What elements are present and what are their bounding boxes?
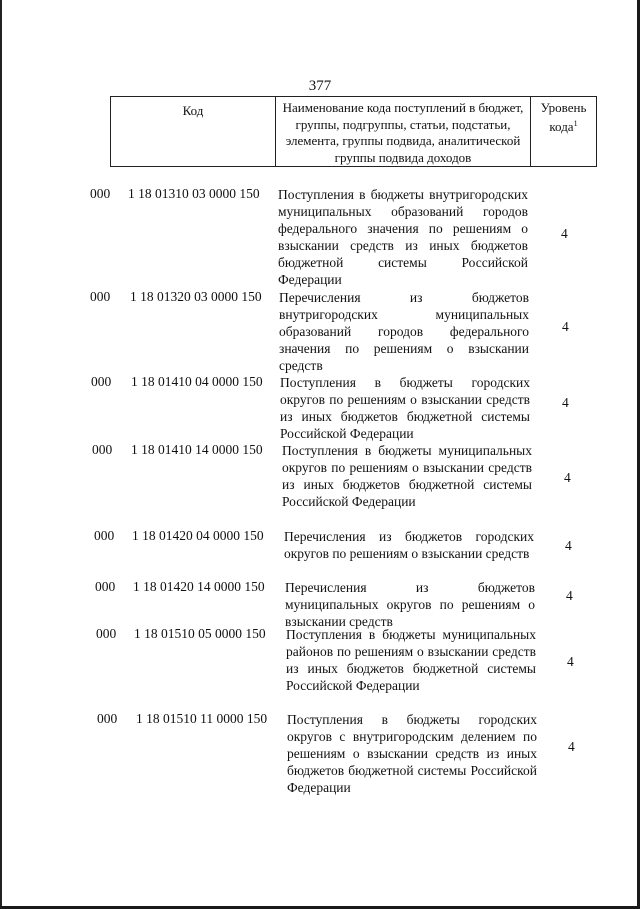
row-description: Поступления в бюджеты муниципальных районов по решениям о взыскании средств из иных бюджетов бюджетной системы Российской Федерации [286, 627, 536, 693]
row-prefix: 000 [90, 186, 111, 201]
row-description: Поступления в бюджеты внутригородских муниципальных образований городов федерального значения по решениям о взыскании средств из иных бюджетов бюджетной системы Российской Федерации [278, 187, 528, 287]
row-description: Поступления в бюджеты муниципальных округов по решениям о взыскании средств из иных бюджетов бюджетной системы Российской Федерации [282, 443, 532, 509]
row-prefix: 000 [97, 711, 118, 726]
row-code: 1 18 01420 14 0000 150 [133, 579, 265, 594]
header-level-cell [531, 97, 597, 167]
row-level: 4 [566, 588, 573, 603]
row-level: 4 [562, 395, 569, 410]
row-prefix: 000 [91, 374, 112, 389]
row-prefix: 000 [95, 579, 116, 594]
row-level: 4 [561, 226, 568, 241]
row-description: Перечисления из бюджетов муниципальных округов по решениям о взыскании средств [285, 580, 535, 629]
header-level-footnote: 1 [573, 119, 578, 128]
row-code: 1 18 01510 05 0000 150 [134, 626, 266, 641]
page-number: 377 [308, 78, 332, 94]
row-prefix: 000 [90, 289, 111, 304]
row-code: 1 18 01410 04 0000 150 [131, 374, 263, 389]
header-code-label: Код [182, 103, 204, 118]
row-description: Перечисления из бюджетов городских округов по решениям о взыскании средств [284, 529, 534, 561]
row-prefix: 000 [96, 626, 117, 641]
row-code: 1 18 01310 03 0000 150 [128, 186, 260, 201]
row-description: Поступления в бюджеты городских округов по решениям о взыскании средств из иных бюджетов бюджетной системы Российской Федерации [280, 375, 530, 441]
table-header [110, 96, 597, 167]
row-code: 1 18 01410 14 0000 150 [131, 442, 263, 457]
row-level: 4 [564, 470, 571, 485]
row-code: 1 18 01420 04 0000 150 [132, 528, 264, 543]
row-description: Поступления в бюджеты городских округов с внутригородским делением по решениям о взыскании средств из иных бюджетов бюджетной системы Российской Федерации [287, 712, 537, 795]
header-level-label: Уровень кода [540, 100, 587, 134]
row-code: 1 18 01320 03 0000 150 [130, 289, 262, 304]
row-level: 4 [567, 654, 574, 669]
row-description: Перечисления из бюджетов внутригородских муниципальных образований городов федерального значения по решениям о взыскании средств [279, 290, 529, 373]
row-code: 1 18 01510 11 0000 150 [136, 711, 268, 726]
scan-edge-left [0, 0, 2, 909]
header-name-cell [276, 97, 531, 167]
row-level: 4 [565, 538, 572, 553]
row-prefix: 000 [94, 528, 115, 543]
header-code-cell [111, 97, 276, 167]
row-level: 4 [562, 319, 569, 334]
header-name-label: Наименование кода поступлений в бюджет, группы, подгруппы, статьи, подстатьи, элемента, группы подвида, аналитической группы подвида доходов [282, 100, 524, 165]
row-level: 4 [568, 739, 575, 754]
row-prefix: 000 [92, 442, 113, 457]
